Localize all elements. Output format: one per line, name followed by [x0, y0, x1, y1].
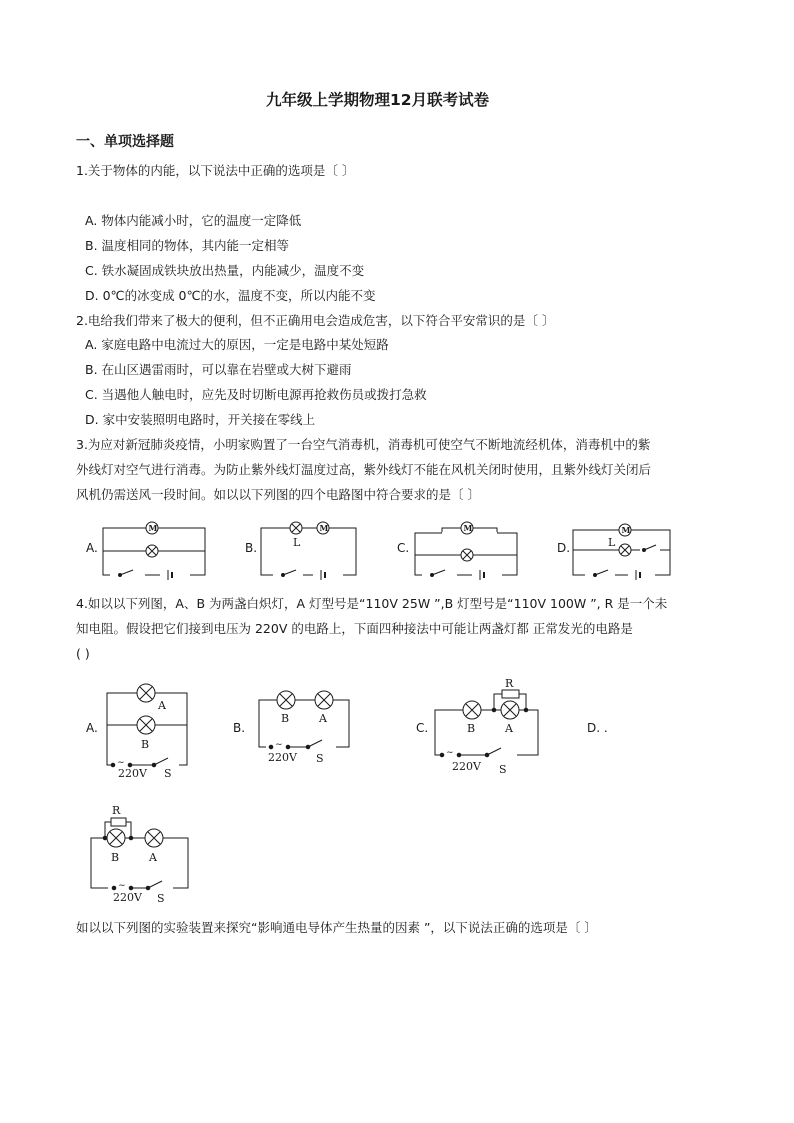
motor-icon: M: [621, 525, 631, 535]
q3-label-a: A.: [86, 541, 98, 555]
switch-label: S: [164, 767, 172, 780]
question-4-line-3: ( ): [76, 646, 90, 661]
lamp-a-label: A: [505, 722, 513, 735]
motor-icon: M: [463, 523, 473, 533]
question-3-line-2: 外线灯对空气进行消毒。为防止紫外线灯温度过高，紫外线灯不能在风机关闭时使用，且紫外线灯关闭后: [76, 462, 652, 477]
question-1-stem: 1.关于物体的内能，以下说法中正确的选项是〔 〕: [76, 163, 355, 178]
q2-option-a: A. 家庭电路中电流过大的原因，一定是电路中某处短路: [85, 337, 389, 352]
lamp-b-label: B: [111, 851, 120, 864]
q3-circuit-b: [258, 520, 368, 580]
lamp-b-label: B: [281, 712, 290, 725]
section-heading: 一、单项选择题: [76, 134, 174, 150]
question-5-stem: 如以以下列图的实验装置来探究“影响通电导体产生热量的因素 ”，以下说法正确的选项是〔 〕: [76, 920, 597, 935]
lamp-b-label: B: [467, 722, 476, 735]
ac-source-icon: ∼: [117, 758, 125, 768]
lamp-b-label: B: [141, 738, 150, 751]
q4-label-a: A.: [86, 721, 98, 735]
q3-circuit-c: [412, 520, 527, 580]
question-3-line-3: 风机仍需送风一段时间。如以以下列图的四个电路图中符合要求的是〔 〕: [76, 487, 480, 502]
lamp-label: L: [293, 536, 301, 549]
question-4-line-1: 4.如以以下列图，A、B 为两盏白炽灯，A 灯型号是“110V 25W ”,B 灯型号是“110V 100W ”, R 是一个未: [76, 596, 668, 611]
page-title: 九年级上学期物理12月联考试卷: [266, 91, 490, 109]
resistor-label: R: [505, 677, 514, 690]
source-label: 220V: [118, 767, 147, 780]
q2-option-b: B. 在山区遇雷雨时，可以靠在岩壁或大树下避雨: [85, 362, 352, 377]
source-label: 220V: [268, 751, 297, 764]
lamp-a-label: A: [319, 712, 327, 725]
q4-label-b: B.: [233, 721, 246, 735]
switch-label: S: [157, 892, 165, 905]
ac-source-icon: ∼: [275, 740, 283, 750]
lamp-a-label: A: [149, 851, 157, 864]
q1-option-d: D. 0℃的冰变成 0℃的水，温度不变，所以内能不变: [85, 288, 376, 303]
q1-option-b: B. 温度相同的物体，其内能一定相等: [85, 238, 290, 253]
q1-option-c: C. 铁水凝固成铁块放出热量，内能减少，温度不变: [85, 263, 365, 278]
motor-icon: M: [319, 523, 329, 533]
lamp-a-label: A: [158, 699, 166, 712]
q4-label-c: C.: [416, 721, 429, 735]
question-4-line-2: 知电阻。假设把它们接到电压为 220V 的电路上，下面四种接法中可能让两盏灯都 正常发光的电路是: [76, 621, 633, 636]
q3-label-b: B.: [245, 541, 258, 555]
ac-source-icon: ∼: [118, 881, 126, 891]
source-label: 220V: [113, 891, 142, 904]
ac-source-icon: ∼: [446, 748, 454, 758]
question-2-stem: 2.电给我们带来了极大的便利，但不正确用电会造成危害，以下符合平安常识的是〔 〕: [76, 313, 555, 328]
motor-icon: M: [148, 523, 158, 533]
q4-circuit-b: [256, 680, 356, 780]
switch-label: S: [316, 752, 324, 765]
resistor-label: R: [112, 804, 121, 817]
q4-circuit-a: [104, 680, 199, 780]
q4-circuit-c: [432, 676, 547, 781]
q1-option-a: A. 物体内能减小时，它的温度一定降低: [85, 213, 302, 228]
switch-label: S: [499, 763, 507, 776]
q4-circuit-d: [88, 800, 198, 905]
question-3-line-1: 3.为应对新冠肺炎疫情，小明家购置了一台空气消毒机，消毒机可使空气不断地流经机体，消毒机中的紫: [76, 437, 651, 452]
q2-option-d: D. 家中安装照明电路时，开关接在零线上: [85, 412, 316, 427]
q2-option-c: C. 当遇他人触电时，应先及时切断电源再抢救伤员或拨打急救: [85, 387, 427, 402]
q3-circuit-d: [570, 520, 680, 580]
source-label: 220V: [452, 760, 481, 773]
q3-label-c: C.: [397, 541, 410, 555]
q3-label-d: D.: [557, 541, 571, 555]
q3-circuit-a: [100, 520, 210, 580]
lamp-label: L: [608, 536, 616, 549]
q4-label-d: D. .: [587, 721, 608, 735]
